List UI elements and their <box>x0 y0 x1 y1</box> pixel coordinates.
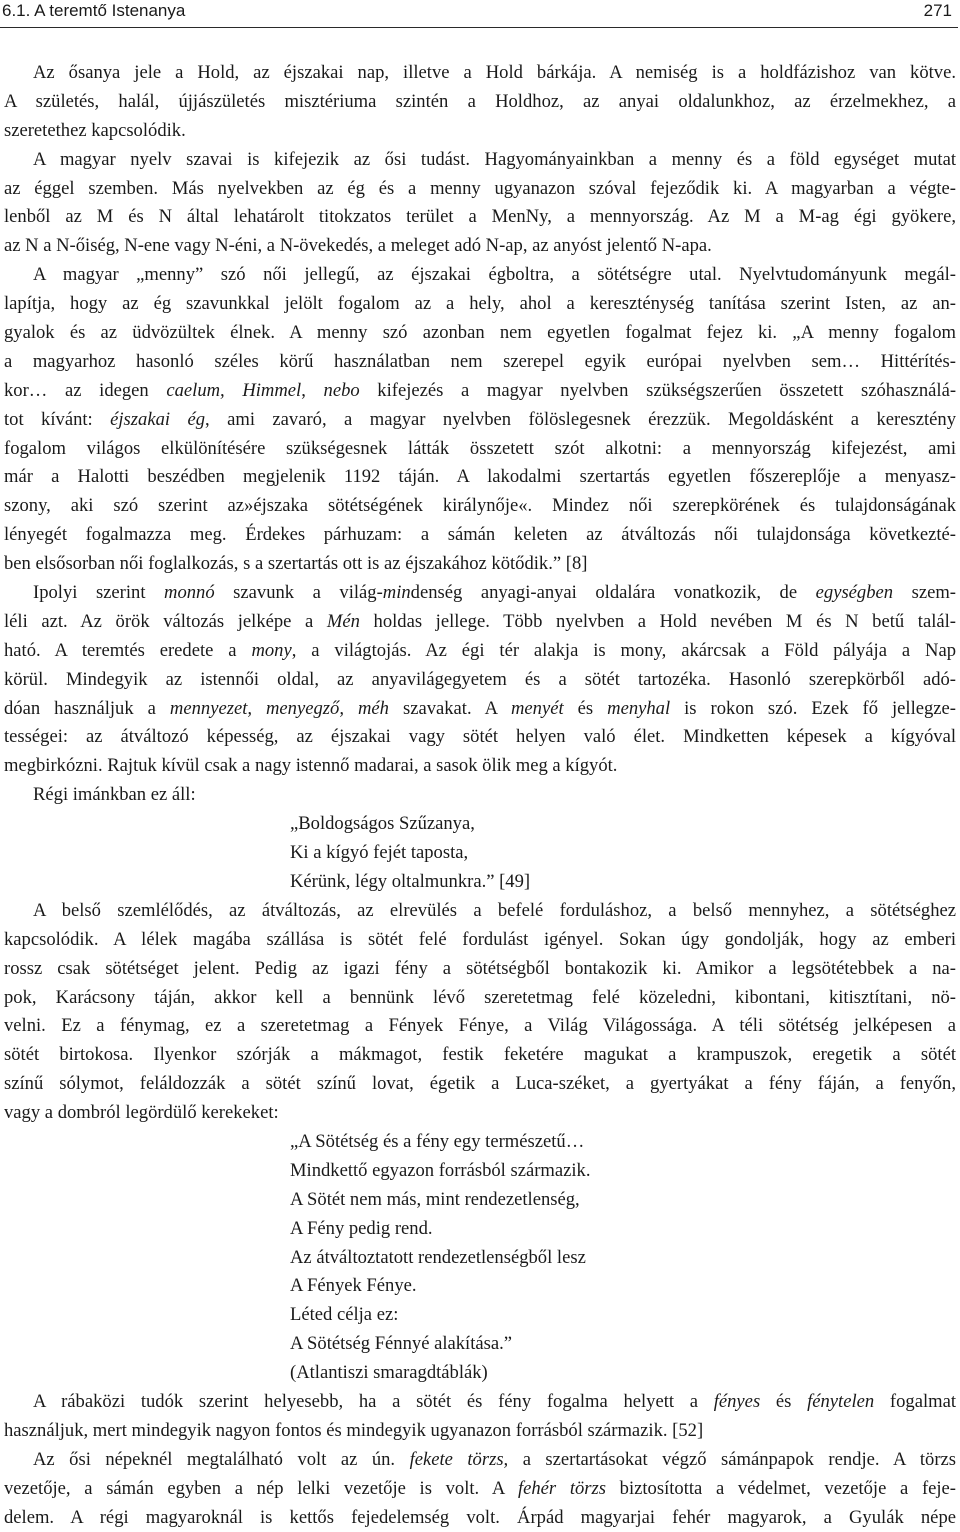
italic-term: menyét <box>510 697 564 719</box>
text-line: lenből az M és N által lehatárolt titokzatos terület a MenNy, a mennyország. Az M a M-ag égi gyökere, <box>4 206 956 228</box>
text-line: delem. A régi magyaroknál is kettős fejedelemség volt. Árpád magyarjai fehér magyarok, a Gyulák népe <box>4 1506 956 1528</box>
italic-term: menyhal <box>607 697 671 719</box>
text-line: pok, Karácsony táján, akkor kell a bennünk lévő szeretetmag felé közeledni, kibontani, kitisztítani, nö- <box>4 986 956 1008</box>
verse-line: Ki a kígyó fejét taposta, <box>290 842 469 864</box>
text-line: lényegét fogalmazza meg. Érdekes párhuzam: a sámán keleten az átváltozás női tulajdonsága következté- <box>4 524 956 546</box>
text-line: megbirkózni. Rajtuk kívül csak a nagy istennő madarai, a sasok ölik meg a kígyót. <box>4 755 618 777</box>
italic-term: Mén <box>326 610 360 632</box>
text-line: dóan használjuk a mennyezet, menyegző, méh szavakat. A menyét és menyhal is rokon szó. Ezek fő jellegze- <box>4 697 956 719</box>
text-line: már a Halotti beszédben megjelenik 1192 táján. A lakodalmi szertartás egyetlen főszereplője a menyasz- <box>4 466 956 488</box>
header-rule <box>0 27 958 28</box>
text-line: velni. Ez a fénymag, ez a szeretetmag a Fények Fénye, a Világ Világossága. A téli sötétség jelképesen a <box>4 1015 956 1037</box>
text-line: vezetője, a sámán egyben a nép lelki vezetője is volt. A fehér törzs biztosította a védelmet, vezetője a feje- <box>4 1477 956 1499</box>
verse-line: A Fények Fénye. <box>290 1275 417 1297</box>
italic-term: mennyezet, menyegző, méh <box>169 697 389 719</box>
text-line: Az ősanya jele a Hold, az éjszakai nap, illetve a Hold bárkája. A nemiség is a holdfázishoz van kötve. <box>33 62 956 83</box>
text-line: A születés, halál, újjászületés misztériuma szintén a Holdhoz, az anyai oldalunkhoz, az érzelmekhez, a <box>4 90 956 112</box>
text-line: a magyarhoz hasonló széles körű használatban nem szerepel egyik európai nyelvben sem… Hittérítés- <box>4 350 956 372</box>
italic-term: éjszakai ég <box>110 408 206 430</box>
verse-line: A Sötét nem más, mint rendezetlenség, <box>290 1188 580 1210</box>
text-line: használjuk, mert mindegyik nagyon fontos és mindegyik ugyanazon forrásból származik. [52] <box>4 1419 704 1441</box>
italic-term: fényes <box>713 1390 761 1412</box>
text-line: szony, aki szó szerint az»éjszaka sötétségének királynője«. Mindez női szerepkörének és tulajdonságának <box>4 495 956 517</box>
text-line: ben elsősorban női foglalkozás, s a szertartás ott is az éjszakához kötődik.” [8] <box>4 553 588 575</box>
section-title: 6.1. A teremtő Istenanya <box>2 1 186 20</box>
text-line: rossz csak sötétséget jelent. Pedig az igazi fény a sötétségből bontakozik ki. Amikor a legsötétebbek a na- <box>4 957 956 979</box>
verse-line: „Boldogságos Szűzanya, <box>290 813 475 835</box>
italic-term: fehér törzs <box>517 1477 606 1499</box>
verse-line: Léted célja ez: <box>290 1304 399 1326</box>
text-line: körül. Mindegyik az istennői oldal, az anyavilágegyetem és a sötét tartozéka. Hasonló szerepkörből adó- <box>4 668 956 690</box>
text-line: gyalok és az üdvözültek élnek. A menny szó azonban nem egyetlen fogalmat fejez ki. „A menny fogalom <box>4 322 956 344</box>
text-line: A rábaközi tudók szerint helyesebb, ha a sötét és fény fogalma helyett a fényes és fénytelen fogalmat <box>33 1390 956 1412</box>
text-line: sötét birtokosa. Ilyenkor szórják a mákmagot, festik feketére magukat a krampuszok, eregetik a sötét <box>4 1044 956 1066</box>
text-line: kor… az idegen caelum, Himmel, nebo kifejezés a magyar nyelvben szükségszerűen összetett szóhasználá- <box>4 379 957 401</box>
text-line: Az ősi népeknél megtalálható volt az ún. fekete törzs, a szertartásokat végző sámánpapok rendje. A törzs <box>33 1448 957 1470</box>
italic-term: monnó <box>164 582 215 604</box>
italic-term: egységben <box>815 582 894 604</box>
text-line: Régi imánkban ez áll: <box>33 784 196 806</box>
page-number: 271 <box>923 1 952 20</box>
text-line: Ipolyi szerint monnó szavunk a világ-mindenség anyagi-anyai oldalára vonatkozik, de egységben szem- <box>33 582 956 604</box>
text-line: lapítja, hogy az ég szavunkkal jelölt fogalom az a hely, ahol a kereszténység tanítása szerint Isten, az an- <box>4 293 956 315</box>
italic-term: mony <box>251 639 292 661</box>
text-line: ható. A teremtés eredete a mony, a világtojás. Az égi tér alakja is mony, akárcsak a Föld pályája a Nap <box>4 639 956 661</box>
text-line: az éggel szemben. Más nyelvekben az ég és a menny ugyanazon szóval fejeződik ki. A magyarban a végte- <box>4 177 956 199</box>
verse-line: „A Sötétség és a fény egy természetű… <box>290 1130 585 1152</box>
text-line: A magyar nyelv szavai is kifejezik az ősi tudást. Hagyományainkban a menny és a föld egységet mutat <box>33 148 956 170</box>
text-line: színű sólymot, feláldozzák a sötét színű lovat, égetik a Luca-széket, a gyertyákat a fény fáján, a fenyőn, <box>4 1073 956 1095</box>
text-line: léli azt. Az örök változás jelképe a Mén holdas jellege. Több nyelvben a Hold nevében M és N betű talál- <box>4 610 956 632</box>
italic-term: fénytelen <box>807 1390 875 1412</box>
running-header <box>0 0 960 26</box>
text-line: szeretethez kapcsolódik. <box>4 119 186 141</box>
verse-line: A Sötétség Fénnyé alakítása.” <box>290 1333 513 1355</box>
verse-line: Kérünk, légy oltalmunkra.” [49] <box>290 870 531 892</box>
verse-line: Az átváltoztatott rendezetlenségből lesz <box>290 1246 586 1268</box>
italic-term: caelum, Himmel <box>166 379 302 401</box>
text-line: tességei: az átváltozó képesség, az éjszakai vagy sötét helyen való élet. Mindketten képesek a kígyóval <box>4 726 956 748</box>
text-line: az N a N-őiség, N-ene vagy N-éni, a N-övekedés, a meleget adó N-ap, az anyóst jelentő N-apa. <box>4 235 712 257</box>
text-line: kapcsolódik. A lélek magába szállása is sötét felé fordulást igényel. Sokan úgy gondolják, hogy az emberi <box>4 928 956 950</box>
text-line: A magyar „menny” szó női jellegű, az éjszakai égboltra, a sötétségre utal. Nyelvtudományunk megál- <box>33 264 956 286</box>
verse-source: (Atlantiszi smaragdtáblák) <box>290 1362 488 1384</box>
verse-line: Mindkettő egyazon forrásból származik. <box>290 1159 591 1181</box>
italic-term: min <box>382 582 411 604</box>
italic-term: fekete törzs, <box>409 1448 509 1470</box>
text-line: A belső szemlélődés, az átváltozás, az elrevülés a befelé forduláshoz, a belső mennyhez, a sötétséghez <box>33 899 956 921</box>
verse-line: A Fény pedig rend. <box>290 1217 433 1239</box>
italic-term: nebo <box>323 379 360 401</box>
text-line: vagy a dombról legördülő kerekeket: <box>4 1102 279 1124</box>
body-text <box>4 59 956 1532</box>
text-line: fogalom világos elkülönítésére szükségesnek látták összetett szót alkotni: a mennyország kifejezést, ami <box>4 437 956 459</box>
text-line: tot kívánt: éjszakai ég, ami zavaró, a magyar nyelvben fölöslegesnek érezzük. Megoldásként a keresztény <box>4 408 956 430</box>
